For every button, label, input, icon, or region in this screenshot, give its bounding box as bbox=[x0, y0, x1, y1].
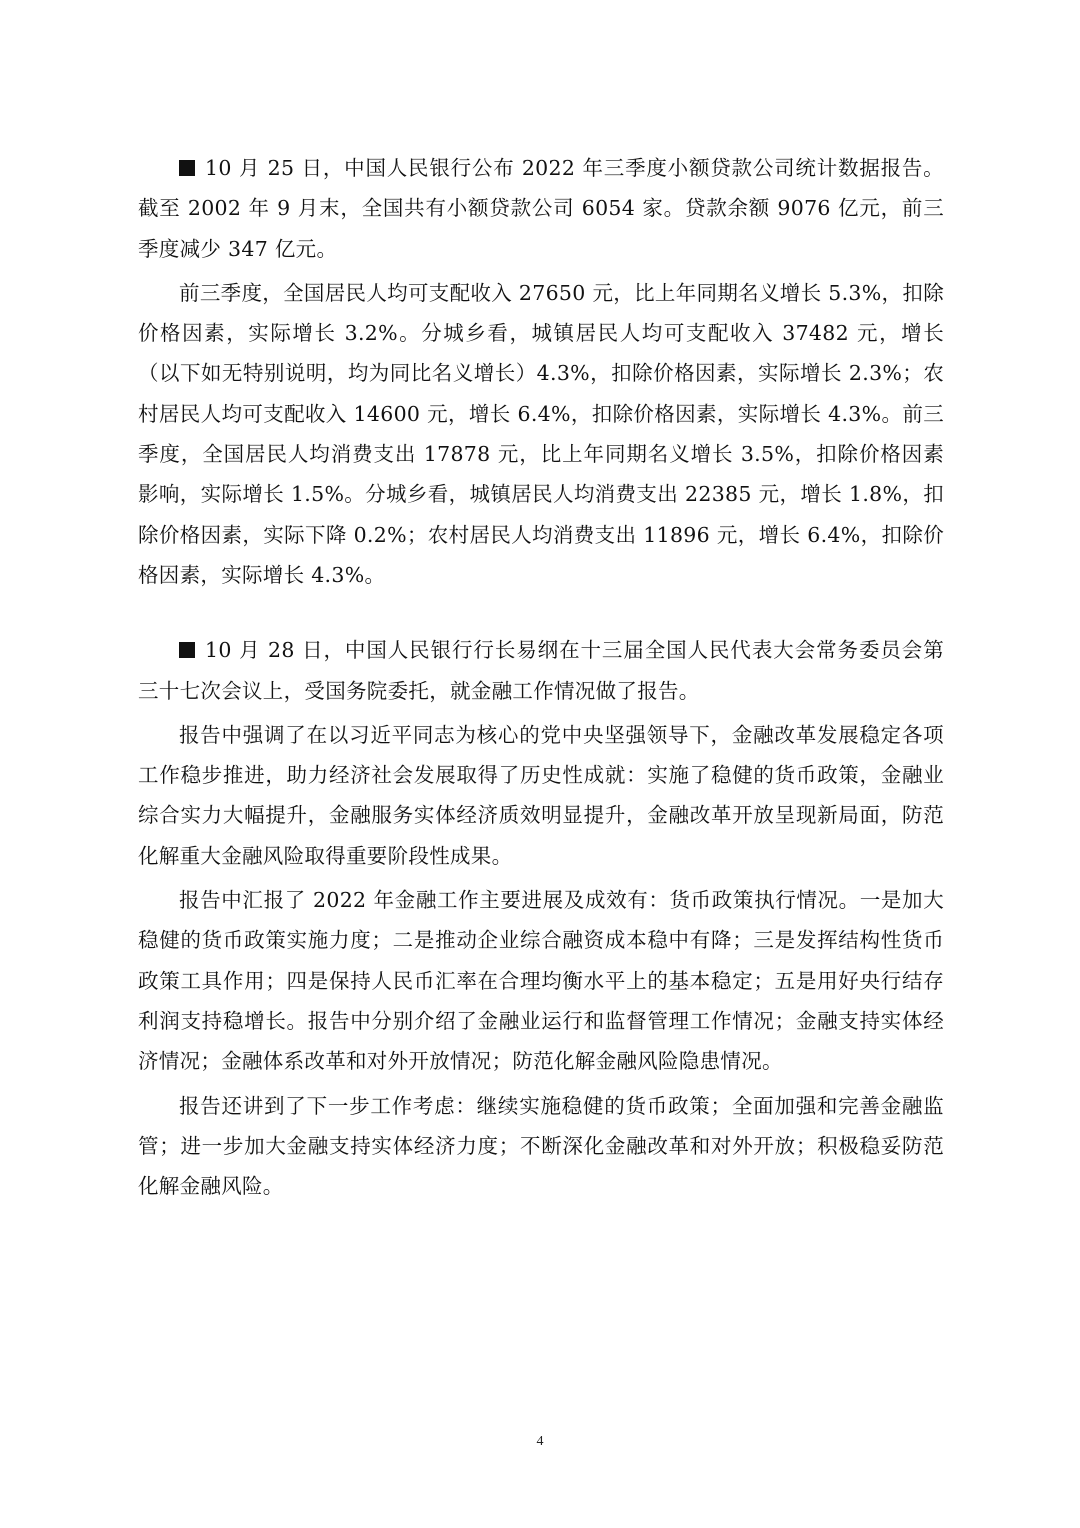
paragraph-report-progress bbox=[138, 880, 944, 1081]
paragraph-text: 报告中强调了在以习近平同志为核心的党中央坚强领导下，金融改革发展稳定各项工作稳步推进，助力经济社会发展取得了历史性成就：实施了稳健的货币政策，金融业综合实力大幅提升，金融服务实体经济质效明显提升，金融改革开放呈现新局面，防范化解重大金融风险取得重要阶段性成果。 bbox=[138, 722, 944, 868]
paragraph-report-emphasis bbox=[138, 715, 944, 876]
square-bullet-icon bbox=[179, 642, 195, 658]
paragraph-text: 报告中汇报了 2022 年金融工作主要进展及成效有：货币政策执行情况。一是加大稳健的货币政策实施力度；二是推动企业综合融资成本稳中有降；三是发挥结构性货币政策工具作用；四是保持人民币汇率在合理均衡水平上的基本稳定；五是用好央行结存利润支持稳增长。报告中分别介绍了金融业运行和监督管理工作情况；金融支持实体经济情况；金融体系改革和对外开放情况；防范化解金融风险隐患情况。 bbox=[138, 888, 944, 1074]
paragraph-text: 10 月 28 日，中国人民银行行长易纲在十三届全国人民代表大会常务委员会第三十七次会议上，受国务院委托，就金融工作情况做了报告。 bbox=[138, 638, 944, 703]
page-number: 4 bbox=[536, 1434, 544, 1449]
square-bullet-icon bbox=[179, 160, 195, 176]
paragraph-income-consumption bbox=[138, 273, 944, 595]
paragraph-financial-work-report bbox=[138, 630, 944, 711]
paragraph-loan-report bbox=[138, 148, 944, 269]
document-body bbox=[138, 148, 944, 1206]
paragraph-text: 前三季度，全国居民人均可支配收入 27650 元，比上年同期名义增长 5.3%，扣除价格因素，实际增长 3.2%。分城乡看，城镇居民人均可支配收入 37482 元，增长（以下如无特别说明，均为同比名义增长）4.3%，扣除价格因素，实际增长 2.3%；农村居民人均可支配收入 14600 元，增长 6.4%，扣除价格因素，实际增长 4.3%。前三季度，全国居民人均消费支出 17878 元，比上年同期名义增长 3.5%，扣除价格因素影响，实际增长 1.5%。分城乡看，城镇居民人均消费支出 22385 元，增长 1.8%，扣除价格因素，实际下降 0.2%；农村居民人均消费支出 11896 元，增长 6.4%，扣除价格因素，实际增长 4.3%。 bbox=[138, 280, 944, 587]
paragraph-text: 报告还讲到了下一步工作考虑：继续实施稳健的货币政策；全面加强和完善金融监管；进一步加大金融支持实体经济力度；不断深化金融改革和对外开放；积极稳妥防范化解金融风险。 bbox=[138, 1093, 944, 1199]
paragraph-text: 10 月 25 日，中国人民银行公布 2022 年三季度小额贷款公司统计数据报告。截至 2002 年 9 月末，全国共有小额贷款公司 6054 家。贷款余额 9076 亿元，前三季度减少 347 亿元。 bbox=[138, 156, 944, 261]
paragraph-next-steps bbox=[138, 1086, 944, 1207]
